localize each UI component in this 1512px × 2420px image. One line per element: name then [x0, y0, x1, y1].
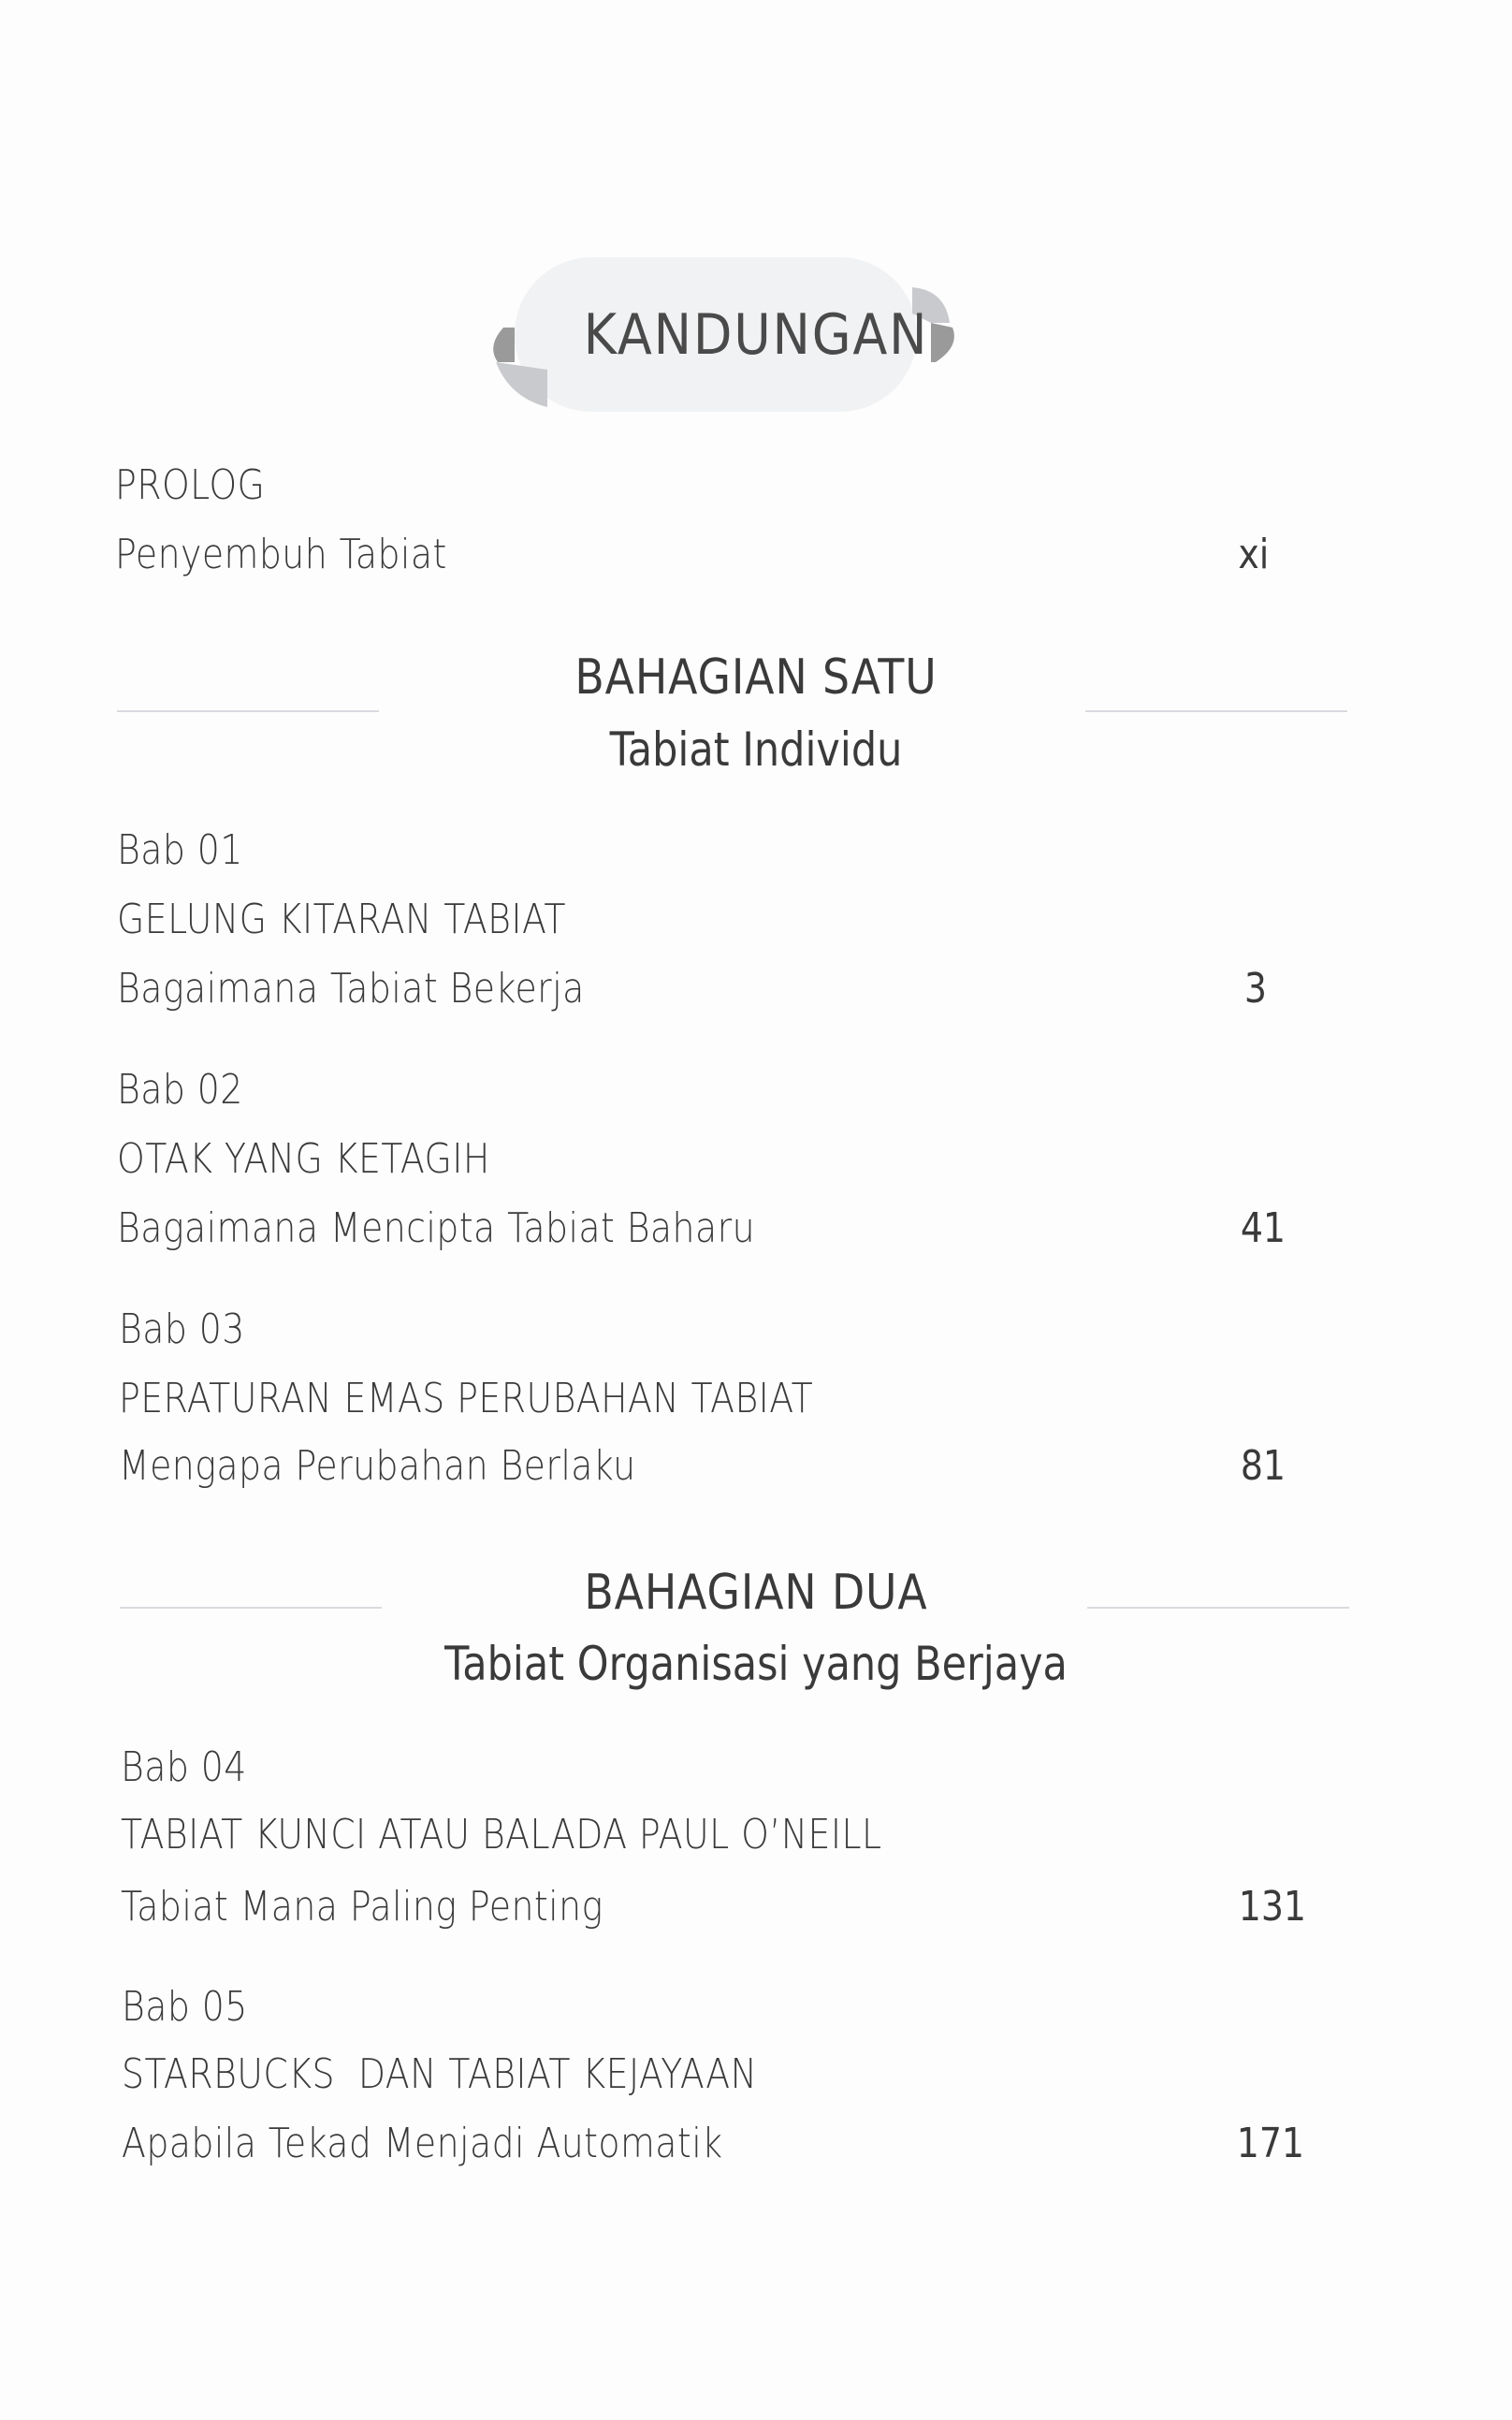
part-two-subtitle: Tabiat Organisasi yang Berjaya — [444, 1637, 1068, 1691]
page-title: KANDUNGAN — [583, 302, 929, 368]
prolog-title: Penyembuh Tabiat — [115, 531, 447, 578]
prolog-label: PROLOG — [115, 461, 266, 509]
chapter-subtitle: Tabiat Mana Paling Penting — [121, 1883, 603, 1931]
chapter-title: PERATURAN EMAS PERUBAHAN TABIAT — [119, 1375, 814, 1422]
chapter-title: OTAK YANG KETAGIH — [117, 1135, 490, 1183]
chapter-subtitle: Mengapa Perubahan Berlaku — [119, 1442, 636, 1490]
chapter-number: Bab 03 — [119, 1305, 245, 1353]
chapter-page-number: 171 — [1236, 2120, 1304, 2167]
chapter-number: Bab 02 — [117, 1066, 243, 1114]
chapter-title: TABIAT KUNCI ATAU BALADA PAUL O’NEILL — [121, 1811, 882, 1859]
chapter-number: Bab 04 — [121, 1743, 247, 1791]
part-one-rule-right — [1085, 710, 1347, 712]
chapter-page-number: 41 — [1240, 1204, 1286, 1252]
part-one-rule-left — [117, 710, 379, 712]
prolog-page-number: xi — [1238, 531, 1269, 578]
chapter-page-number: 3 — [1243, 965, 1267, 1013]
chapter-page-number: 131 — [1238, 1883, 1306, 1931]
part-one-subtitle: Tabiat Individu — [609, 722, 903, 777]
chapter-subtitle: Apabila Tekad Menjadi Automatik — [122, 2120, 723, 2167]
chapter-title: GELUNG KITARAN TABIAT — [117, 896, 566, 943]
chapter-title: STARBUCKS DAN TABIAT KEJAYAAN — [122, 2050, 758, 2098]
part-one-title: BAHAGIAN SATU — [574, 649, 938, 706]
chapter-subtitle: Bagaimana Tabiat Bekerja — [117, 965, 585, 1013]
chapter-number: Bab 05 — [122, 1983, 248, 2031]
part-two-title: BAHAGIAN DUA — [584, 1565, 928, 1621]
chapter-number: Bab 01 — [117, 826, 243, 874]
chapter-page-number: 81 — [1240, 1442, 1286, 1490]
chapter-subtitle: Bagaimana Mencipta Tabiat Baharu — [117, 1204, 755, 1252]
